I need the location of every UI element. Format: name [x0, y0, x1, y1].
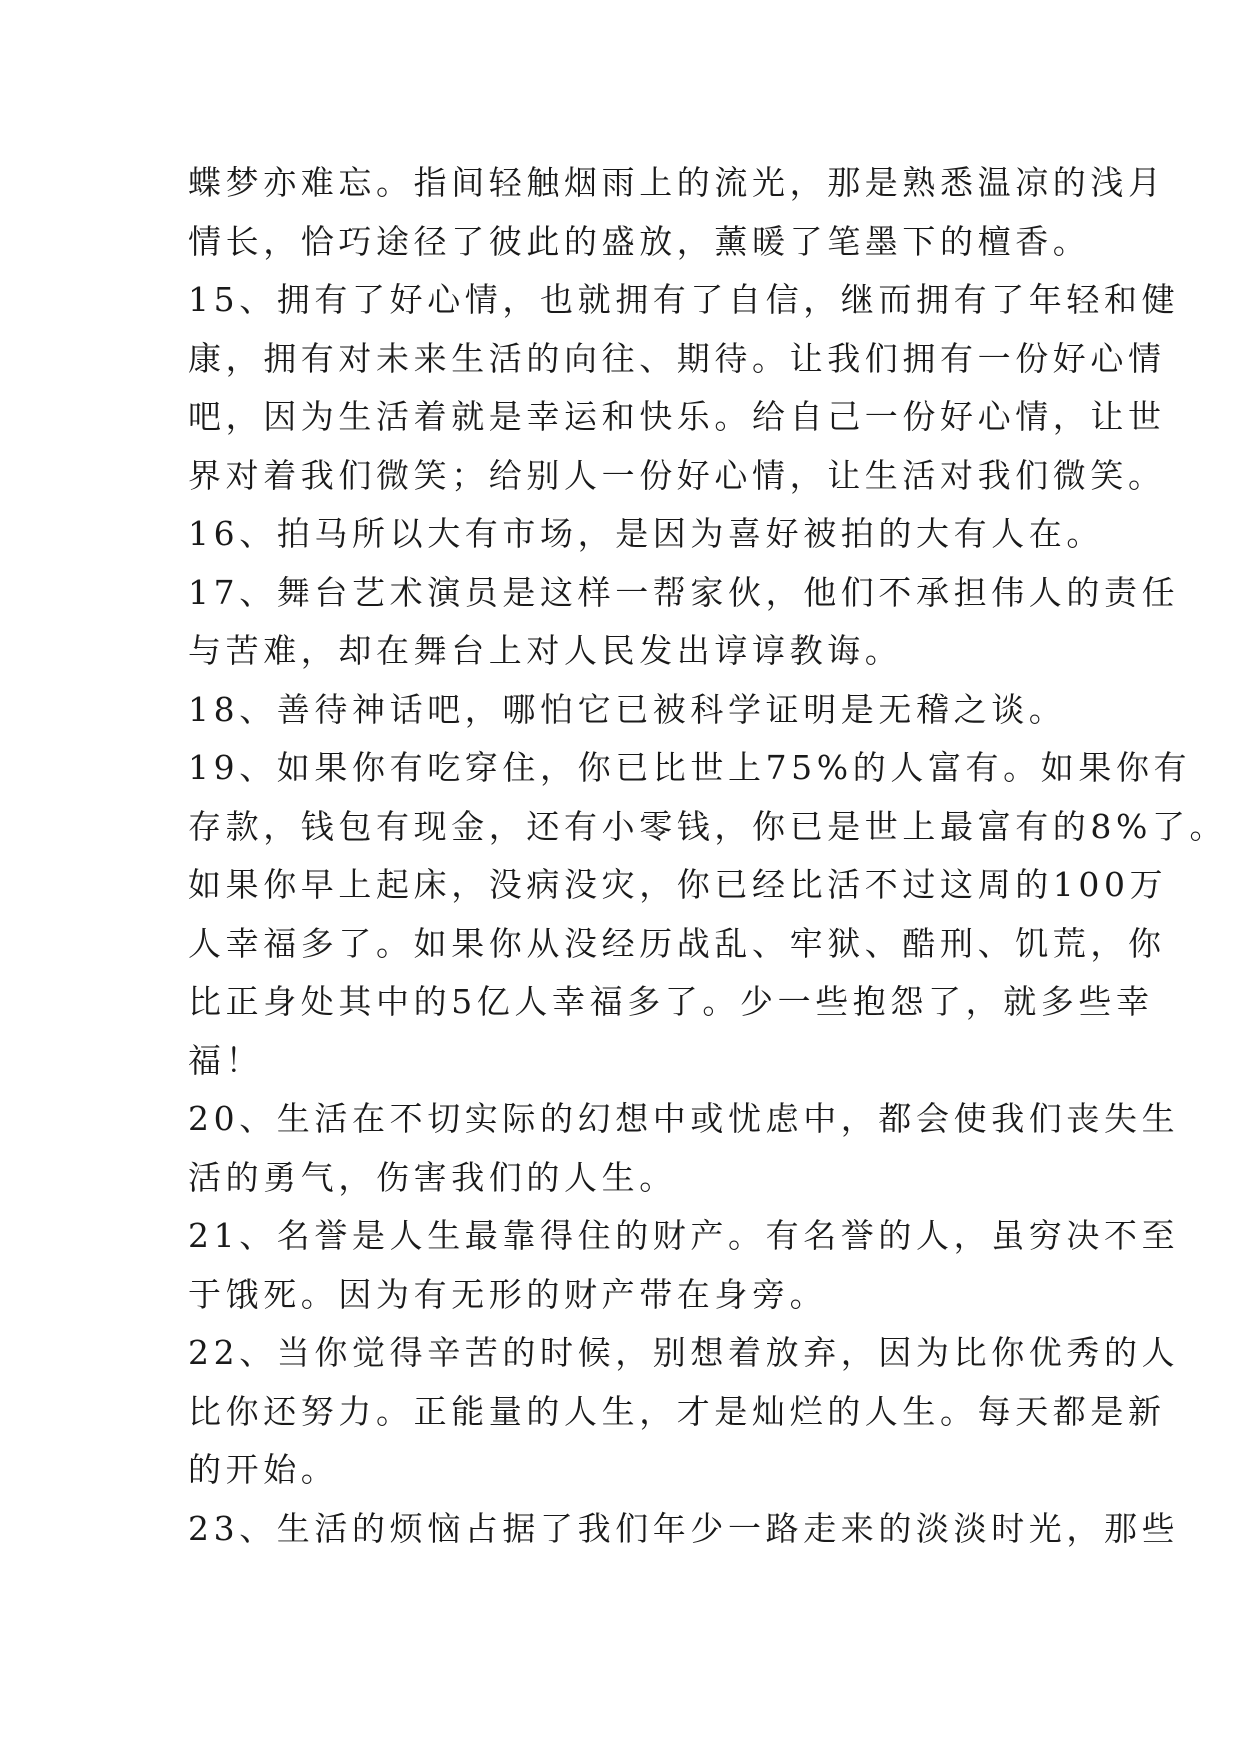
text-line: 福！ — [188, 1040, 264, 1080]
text-line: 21、名誉是人生最靠得住的财产。有名誉的人，虽穷决不至 — [188, 1216, 1180, 1255]
text-line: 23、生活的烦恼占据了我们年少一路走来的淡淡时光，那些 — [188, 1508, 1180, 1548]
text-line: 17、舞台艺术演员是这样一帮家伙，他们不承担伟人的责任 — [188, 572, 1180, 612]
text-line: 22、当你觉得辛苦的时候，别想着放弃，因为比你优秀的人 — [188, 1333, 1180, 1372]
text-line: 20、生活在不切实际的幻想中或忧虑中，都会使我们丧失生 — [188, 1099, 1180, 1138]
text-line: 于饿死。因为有无形的财产带在身旁。 — [188, 1274, 828, 1314]
text-line: 比你还努力。正能量的人生，才是灿烂的人生。每天都是新 — [188, 1391, 1166, 1431]
text-line: 界对着我们微笑；给别人一份好心情，让生活对我们微笑。 — [188, 455, 1166, 495]
document-body — [188, 154, 1228, 1558]
text-line: 人幸福多了。如果你从没经历战乱、牢狱、酷刑、饥荒，你 — [188, 923, 1166, 963]
text-line: 存款，钱包有现金，还有小零钱，你已是世上最富有的8%了。 — [188, 806, 1228, 846]
text-line: 如果你早上起床，没病没灾，你已经比活不过这周的100万 — [188, 865, 1168, 904]
text-line: 吧，因为生活着就是幸运和快乐。给自己一份好心情，让世 — [188, 397, 1166, 436]
text-line: 活的勇气，伤害我们的人生。 — [188, 1157, 677, 1197]
text-line: 比正身处其中的5亿人幸福多了。少一些抱怨了，就多些幸 — [188, 982, 1154, 1021]
text-line: 16、拍马所以大有市场，是因为喜好被拍的大有人在。 — [188, 514, 1104, 553]
text-line: 情长，恰巧途径了彼此的盛放，薰暖了笔墨下的檀香。 — [188, 221, 1091, 261]
text-line: 18、善待神话吧，哪怕它已被科学证明是无稽之谈。 — [188, 689, 1067, 729]
text-line: 康，拥有对未来生活的向往、期待。让我们拥有一份好心情 — [188, 338, 1166, 378]
text-line: 与苦难，却在舞台上对人民发出谆谆教诲。 — [188, 631, 903, 670]
text-line: 15、拥有了好心情，也就拥有了自信，继而拥有了年轻和健 — [188, 280, 1180, 319]
text-line: 蝶梦亦难忘。指间轻触烟雨上的流光，那是熟悉温凉的浅月 — [188, 163, 1166, 202]
text-line: 的开始。 — [188, 1450, 339, 1489]
text-line: 19、如果你有吃穿住，你已比世上75%的人富有。如果你有 — [188, 748, 1192, 787]
